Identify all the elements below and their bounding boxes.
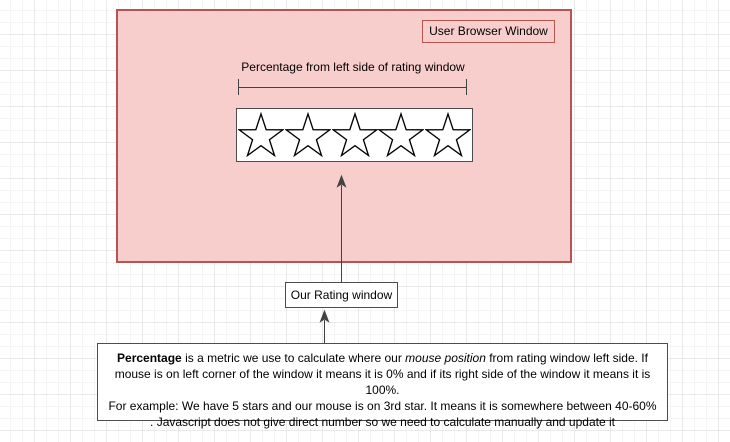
description-italic-phrase: mouse position [405,351,486,365]
star-icon [238,112,284,158]
description-bold-lead: Percentage [117,351,182,365]
rating-window-label-box[interactable]: Our Rating window [285,282,398,308]
star-icon [425,112,471,158]
description-example-text: For example: We have 5 stars and our mouse is on 3rd star. It means it is somewhere between 40-60% . Javascript does not give direct number so we need to calculate manually and update it [108,399,657,429]
rating-widget[interactable] [236,108,473,162]
percentage-measure-label: Percentage from left side of rating window [241,60,465,74]
arrow-to-rating-label [321,311,329,343]
description-text: is a metric we use to calculate where our [181,351,406,365]
star-icon [285,112,331,158]
star-icon [378,112,424,158]
description-box[interactable] [97,343,668,429]
star-icon [332,112,378,158]
user-browser-window-label[interactable]: User Browser Window [422,20,555,43]
description-text: from rating window left side. If mouse is on left corner of the window it means it is 0% and if its right side of the window it means it is 100%. [114,351,651,397]
